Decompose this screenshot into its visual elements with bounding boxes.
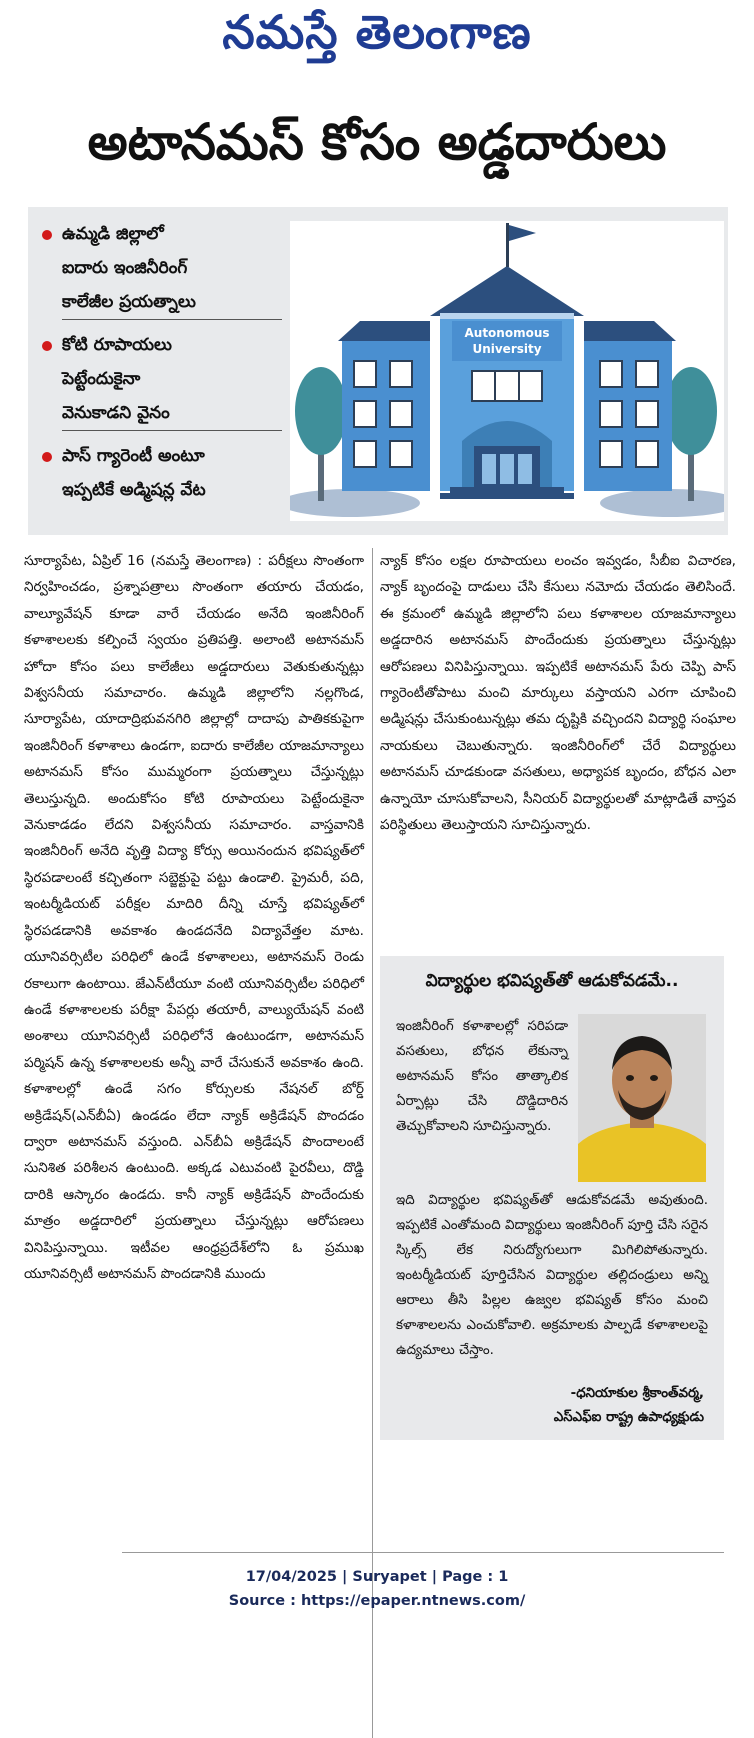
bullet-dot-icon xyxy=(42,452,52,462)
highlight-line: పెట్టేందుకైనా xyxy=(62,369,141,389)
person-portrait-icon xyxy=(578,1014,706,1182)
column-divider xyxy=(372,548,373,1738)
university-building-icon xyxy=(290,221,724,521)
highlight-line: కోటి రూపాయలు xyxy=(62,335,172,355)
highlight-item xyxy=(38,217,278,320)
article-headline: అటానమస్ కోసం అడ్డదారులు xyxy=(87,113,667,171)
quote-sidebar xyxy=(380,956,724,1440)
signature-role: ఎస్‌ఎఫ్‌ఐ రాష్ట్ర ఉపాధ్యక్షుడు xyxy=(553,1410,704,1425)
article-column-left xyxy=(24,548,364,1287)
signature-name: -ధనియాకుల శ్రీకాంత్‌వర్మ, xyxy=(570,1386,704,1401)
sidebar-text-top xyxy=(396,1014,568,1139)
bullet-dot-icon xyxy=(42,230,52,240)
highlight-line: ఇప్పటికే అడ్మిషన్ల వేట xyxy=(62,480,206,500)
sidebar-paragraph-top: ఇంజినీరింగ్ కళాశాలల్లో సరిపడా వసతులు, బోధన లేకున్నా అటానమస్ కోసం తాత్కాలిక ఏర్పాట్లు చేసి దొడ్డిదారిన తెచ్చుకోవాలని సూచిస్తున్నారు. xyxy=(396,1019,568,1134)
hero-panel xyxy=(28,207,728,535)
highlight-item xyxy=(38,439,278,507)
sidebar-paragraph-bottom: ఇది విద్యార్థుల భవిష్యత్‌తో ఆడుకోవడమే అవుతుంది. ఇప్పటికే ఎంతోమంది విద్యార్థులు ఇంజినీరింగ్ పూర్తి చేసి సరైన స్కిల్స్ లేక నిరుద్యోగులుగా మిగిలిపోతున్నారు. ఇంటర్మీడియట్ పూర్తిచేసిన విద్యార్థుల తల్లిదండ్రులు అన్ని ఆరాలు తీసి పిల్లల ఉజ్వల భవిష్యత్ కోసం మంచి కళాశాలలను ఎంచుకోవాలి. అక్రమాలకు పాల్పడే కళాశాలలపై ఉద్యమాలు చేస్తాం. xyxy=(396,1193,708,1358)
sidebar-title: విద్యార్థుల భవిష్యత్‌తో ఆడుకోవడమే.. xyxy=(425,971,679,991)
sidebar-text-bottom xyxy=(396,1188,708,1363)
footer-source: Source : https://epaper.ntnews.com/ xyxy=(228,1593,526,1609)
newspaper-masthead: నమస్తే తెలంగాణ xyxy=(222,5,532,59)
highlight-item xyxy=(38,328,278,431)
highlight-line: వెనుకాడని వైనం xyxy=(62,403,170,423)
footer-divider xyxy=(122,1552,724,1553)
footer-date-edition: 17/04/2025 | Suryapet | Page : 1 xyxy=(245,1569,509,1585)
highlight-line: ఐదారు ఇంజినీరింగ్ xyxy=(62,258,188,278)
article-column-right xyxy=(380,548,736,838)
highlights-list xyxy=(38,217,278,515)
highlight-line: కాలేజీల ప్రయత్నాలు xyxy=(62,292,196,312)
bullet-dot-icon xyxy=(42,341,52,351)
highlight-line: పాస్ గ్యారెంటీ అంటూ xyxy=(62,446,205,466)
highlight-divider xyxy=(62,430,282,431)
highlight-divider xyxy=(62,319,282,320)
building-label-line1: Autonomous xyxy=(464,326,550,340)
article-text-right: న్యాక్ కోసం లక్షల రూపాయలు లంచం ఇవ్వడం, సీబీఐ విచారణ, న్యాక్ బృందంపై దాడులు చేసి కేసులు నమోదు చేయడం తెలిసిందే. ఈ క్రమంలో ఉమ్మడి జిల్లాలోని పలు కళాశాలల యాజమాన్యాలు అడ్డదారిన అటానమస్ పొందేందుకు ప్రయత్నాలు చేస్తున్నట్లు ఆరోపణలు వినిపిస్తున్నాయి. ఇప్పటికే అటానమస్ పేరు చెప్పి పాస్ గ్యారెంటీతోపాటు మంచి మార్కులు వస్తాయని ఎరగా చూపించి అడ్మిషన్లు చేసుకుంటున్నట్లు తమ దృష్టికి వచ్చిందని విద్యార్థి సంఘాల నాయకులు చెబుతున్నారు. ఇంజినీరింగ్‌లో చేరే విద్యార్థులు అటానమస్ చూడకుండా వసతులు, అధ్యాపక బృందం, బోధన ఎలా ఉన్నాయో చూసుకోవాలని, సీనియర్ విద్యార్థులతో మాట్లాడితే వాస్తవ పరిస్థితులు తెలుస్తాయని సూచిస్తున్నారు. xyxy=(380,553,736,834)
building-label-line2: University xyxy=(472,342,542,356)
article-text-left: సూర్యాపేట, ఏప్రిల్ 16 (నమస్తే తెలంగాణ) : పరీక్షలు సొంతంగా నిర్వహించడం, ప్రశ్నాపత్రాలు సొంతంగా తయారు చేయడం, వాల్యూవేషన్ కూడా వారే చేయడం అనేది ఇంజినీరింగ్ కళాశాలలకు కల్పించే స్వయం ప్రతిపత్తి. అలాంటి అటానమస్ హోదా కోసం పలు కాలేజీలు అడ్డదారులు వెతుకుతున్నట్లు విశ్వసనీయ సమాచారం. ఉమ్మడి జిల్లాలోని నల్లగొండ, సూర్యాపేట, యాదాద్రిభువనగిరి జిల్లాల్లో దాదాపు పాతికకుపైగా ఇంజినీరింగ్ కళాశాలు ఉండగా, ఐదారు కాలేజీల యాజమాన్యాలు అటానమస్ కోసం ముమ్మరంగా ప్రయత్నాలు చేస్తున్నట్లు తెలుస్తున్నది. అందుకోసం కోటి రూపాయలు పెట్టేందుకైనా వెనుకాడడం లేదని విశ్వసనీయ సమాచారం. వాస్తవానికి ఇంజినీరింగ్ అనేది వృత్తి విద్యా కోర్సు అయినందున భవిష్యత్‌లో స్థిరపడాలంటే కచ్చితంగా సబ్జెక్టుపై పట్టు ఉండాలి. ప్రైమరీ, పది, ఇంటర్మీడియట్ పరీక్షల మాదిరి దీన్ని చూస్తే భవిష్యత్‌లో స్థిరపడడానికి అవకాశం ఉండదనేది విద్యావేత్తల మాట. యూనివర్సిటీల పరిధిలో ఉండే కళాశాలలు, అటానమస్ రెండు రకాలుగా ఉంటాయి. జేఎన్‌టీయూ వంటి యూనివర్సిటీల పరిధిలో ఉండే కళాశాలలకు పరీక్షా పేపర్లు తయారీ, వాల్యుయేషన్ వంటి అంశాలు యూనివర్సిటీ పరిధిలోనే ఉంటుండగా, అటానమస్ పర్మిషన్ ఉన్న కళాశాలలకు అన్నీ వారే చేసుకునే అవకాశం ఉంది. కళాశాలల్లో ఉండే సగం కోర్సులకు నేషనల్ బోర్డ్ అక్రిడేషన్(ఎన్‌బీఏ) ఉండడం లేదా న్యాక్ అక్రిడేషన్ పొందడం ద్వారా అటానమస్ వస్తుంది. ఎన్‌బీఏ అక్రిడేషన్ పొందాలంటే సునిశిత పరిశీలన ఉంటుంది. అక్కడ ఎటువంటి పైరవీలు, దొడ్డి దారికి ఆస్కారం ఉండదు. కానీ న్యాక్ అక్రిడేషన్ పొందేందుకు మాత్రం అడ్డదారిలో ప్రయత్నాలు చేస్తున్నట్లు ఆరోపణలు వినిపిస్తున్నాయి. ఇటీవల ఆంధ్రప్రదేశ్‌లోని ఓ ప్రముఖ యూనివర్సిటీ అటానమస్ పొందడానికి ముందు xyxy=(24,553,364,1282)
highlight-line: ఉమ్మడి జిల్లాలో xyxy=(62,224,164,244)
